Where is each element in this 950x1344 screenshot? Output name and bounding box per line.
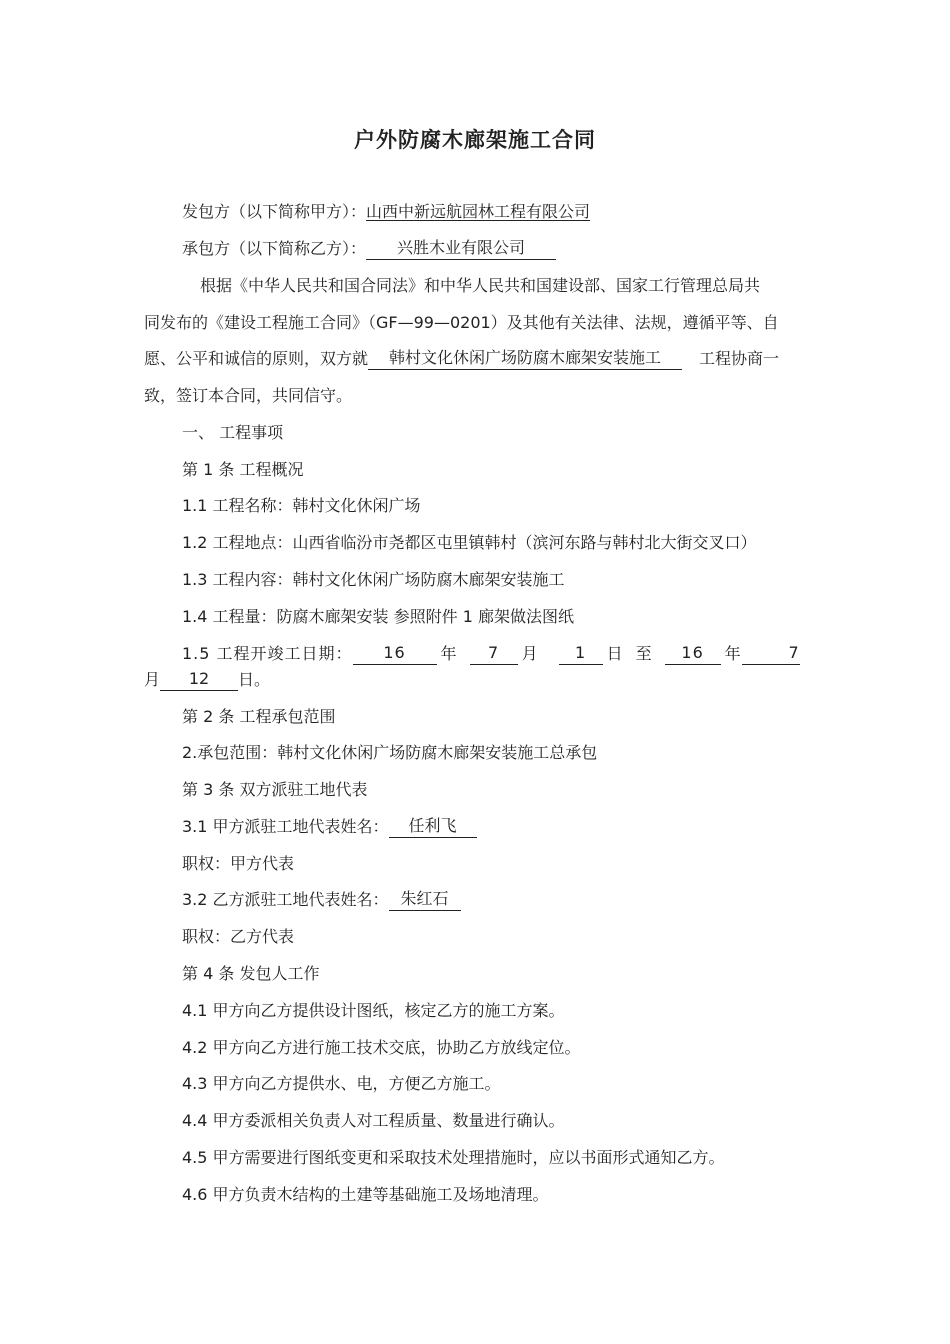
rep-a-role: 职权：甲方代表 xyxy=(182,854,295,873)
unit-month-end: 月 xyxy=(144,670,161,689)
rep-a-label: 3.1 甲方派驻工地代表姓名： xyxy=(182,817,389,836)
end-month: 7 xyxy=(742,643,800,665)
preamble-line-3-pre: 愿、公平和诚信的原则，双方就 xyxy=(144,349,369,368)
item-3-2 xyxy=(182,889,461,911)
item-4-5: 4.5 甲方需要进行图纸变更和采取技术处理措施时，应以书面形式通知乙方。 xyxy=(182,1148,725,1167)
unit-day: 日 xyxy=(606,644,624,663)
preamble-line-4: 致，签订本合同，共同信守。 xyxy=(144,386,353,405)
party-a-line xyxy=(182,201,590,223)
unit-year: 年 xyxy=(440,644,458,663)
preamble-line-3 xyxy=(144,348,779,370)
rep-b-role: 职权：乙方代表 xyxy=(182,927,295,946)
article-4-heading: 第 4 条 发包人工作 xyxy=(182,964,320,983)
party-a-value: 山西中新远航园林工程有限公司 xyxy=(366,202,591,221)
start-month: 7 xyxy=(470,643,518,665)
end-year: 16 xyxy=(665,643,721,665)
item-1-4: 1.4 工程量：防腐木廊架安装 参照附件 1 廊架做法图纸 xyxy=(182,607,574,626)
article-2-heading: 第 2 条 工程承包范围 xyxy=(182,707,336,726)
document-title: 户外防腐木廊架施工合同 xyxy=(354,128,596,152)
section-heading: 一、 工程事项 xyxy=(182,423,284,442)
end-day: 12 xyxy=(160,669,238,691)
item-1-1: 1.1 工程名称：韩村文化休闲广场 xyxy=(182,496,421,515)
preamble-line-3-post: 工程协商一 xyxy=(699,349,780,368)
party-a-label: 发包方（以下简称甲方）： xyxy=(182,202,367,221)
start-year: 16 xyxy=(353,643,437,665)
item-3-1 xyxy=(182,816,477,838)
item-4-4: 4.4 甲方委派相关负责人对工程质量、数量进行确认。 xyxy=(182,1111,565,1130)
start-day: 1 xyxy=(559,643,603,665)
unit-day-end: 日。 xyxy=(238,670,271,689)
project-name: 韩村文化休闲广场防腐木廊架安装施工 xyxy=(368,348,682,370)
party-b-label: 承包方（以下简称乙方）： xyxy=(182,239,367,258)
preamble-line-1: 根据《中华人民共和国合同法》和中华人民共和国建设部、国家工行管理总局共 xyxy=(200,276,761,295)
preamble-line-2: 同发布的《建设工程施工合同》（GF—99—0201）及其他有关法律、法规，遵循平等、自 xyxy=(144,313,779,332)
rep-b-label: 3.2 乙方派驻工地代表姓名： xyxy=(182,890,389,909)
item-4-6: 4.6 甲方负责木结构的土建等基础施工及场地清理。 xyxy=(182,1185,549,1204)
article-1-heading: 第 1 条 工程概况 xyxy=(182,460,304,479)
item-1-5-cont xyxy=(144,669,270,691)
party-b-value: 兴胜木业有限公司 xyxy=(366,238,556,260)
item-2: 2.承包范围：韩村文化休闲广场防腐木廊架安装施工总承包 xyxy=(182,743,598,762)
party-b-line xyxy=(182,238,556,260)
item-1-3: 1.3 工程内容：韩村文化休闲广场防腐木廊架安装施工 xyxy=(182,570,565,589)
article-3-heading: 第 3 条 双方派驻工地代表 xyxy=(182,780,368,799)
unit-year-end: 年 xyxy=(724,644,742,663)
unit-month: 月 xyxy=(521,644,539,663)
rep-b-name: 朱红石 xyxy=(389,889,461,911)
item-4-1: 4.1 甲方向乙方提供设计图纸，核定乙方的施工方案。 xyxy=(182,1001,565,1020)
item-4-3: 4.3 甲方向乙方提供水、电，方便乙方施工。 xyxy=(182,1074,501,1093)
item-1-2: 1.2 工程地点：山西省临汾市尧都区屯里镇韩村（滨河东路与韩村北大街交叉口） xyxy=(182,533,757,552)
unit-to: 至 xyxy=(635,644,653,663)
rep-a-name: 任利飞 xyxy=(389,816,477,838)
item-1-5 xyxy=(182,643,800,665)
item-4-2: 4.2 甲方向乙方进行施工技术交底，协助乙方放线定位。 xyxy=(182,1038,581,1057)
dates-label: 1.5 工程开竣工日期： xyxy=(182,644,353,663)
